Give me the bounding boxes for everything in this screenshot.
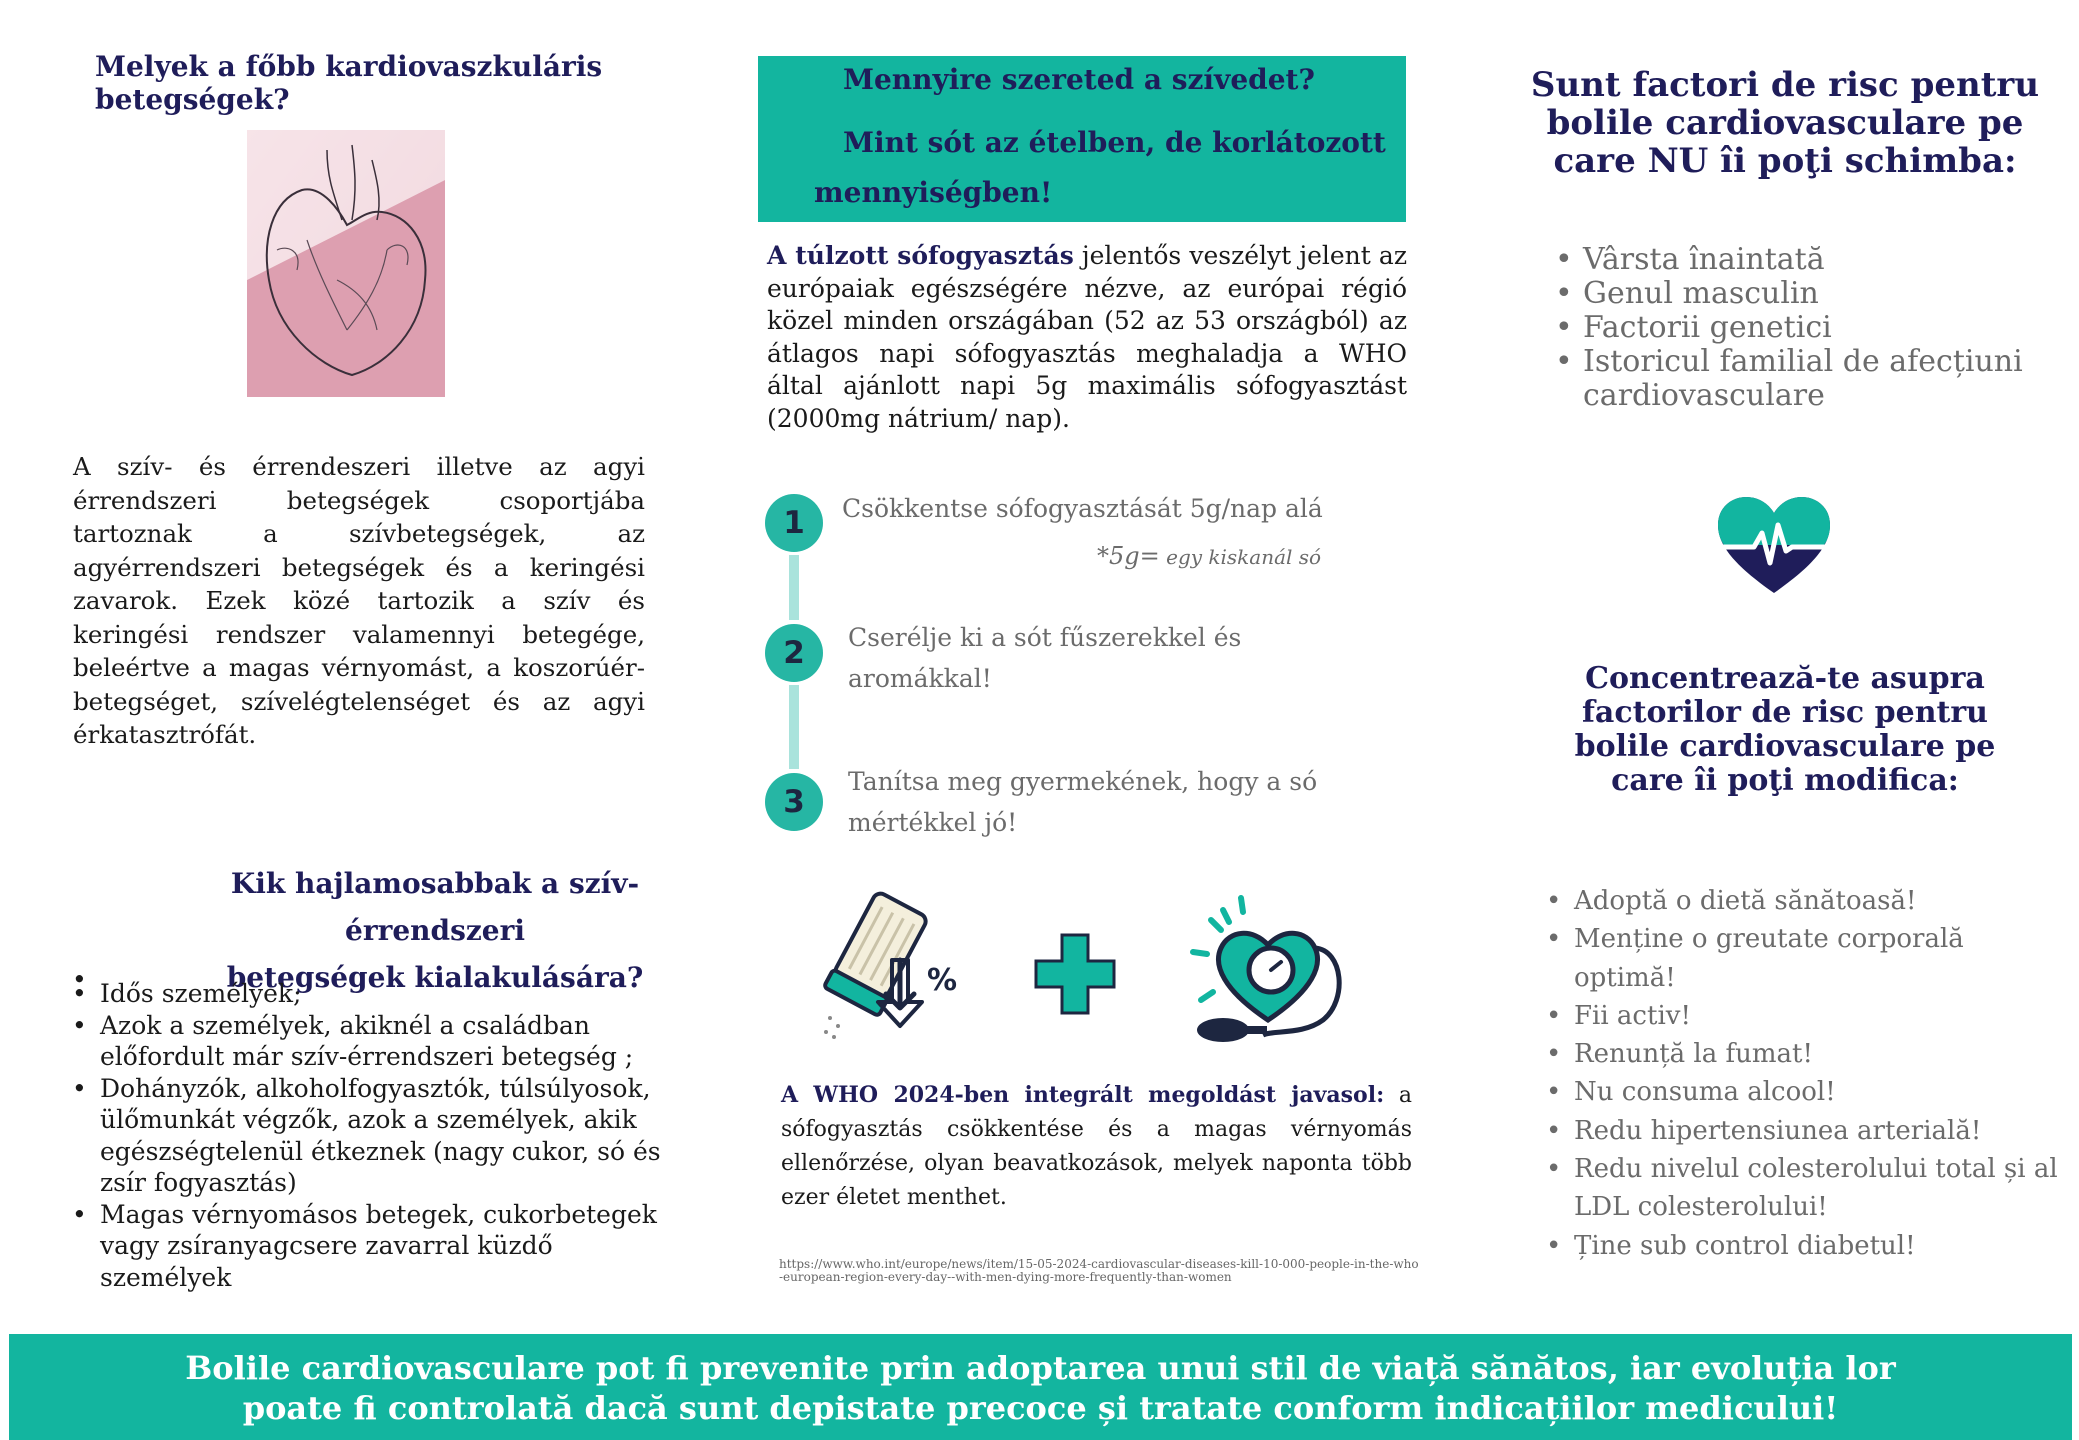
col1-title: Melyek a főbb kardiovaszkuláris betegségek? [95, 50, 603, 116]
answer-line1: Mint sót az ételben, de korlátozott [843, 126, 1386, 159]
list-item: • Redu nivelul colesterolului total și al LDL colesterolului! [1546, 1150, 2066, 1227]
list-item: • Magas vérnyomásos betegek, cukorbetegek vagy zsíranyagcsere zavarral küzdő személyek [72, 1199, 692, 1294]
step-number-2: 2 [765, 624, 823, 682]
salt-bold: A túlzott sófogyasztás [767, 241, 1074, 270]
col1-paragraph: A szív- és érrendeszeri illetve az agyi érrendszeri betegségek csoportjába tartoznak a szívbetegségek, az agyérrendszeri betegségek és a keringési zavarok. Ezek közé tartozik a szív és keringési rendszer valamennyi betegége, beleértve a magas vérnyomást, a koszorúér-betegséget, szívelégtelenséget és az agyi érkatasztrófát. [73, 452, 645, 749]
step-number-3: 3 [765, 773, 823, 831]
heart-sketch-icon [247, 130, 445, 397]
answer-line2: mennyiségben! [814, 176, 1053, 209]
step-note [1097, 542, 1321, 570]
list-item: • Fii activ! [1546, 997, 2066, 1035]
list-item: • Idős személyek; [72, 978, 692, 1010]
plus-icon [1034, 933, 1116, 1015]
list-item: • Factorii genetici [1555, 311, 2055, 345]
col3-modifiable-list [1546, 882, 2066, 1265]
list-item: • Vârsta înaintată [1555, 243, 2055, 277]
percent-sign: % [926, 963, 958, 998]
footer-text [9, 1348, 2072, 1428]
footer-line1: Bolile cardiovasculare pot fi prevenite prin adoptarea unui stil de viață sănătos, iar evoluția lor [185, 1349, 1896, 1387]
list-item: • Istoricul familial de afecțiuni cardiovasculare [1555, 345, 2055, 413]
list-item: • Redu hipertensiunea arterială! [1546, 1112, 2066, 1150]
bullet-glyph: • [72, 965, 87, 994]
col1-subtitle-line2: betegségek kialakulására? [226, 961, 644, 994]
list-item: • Adoptă o dietă sănătoasă! [1546, 882, 2066, 920]
step-number-1: 1 [765, 494, 823, 552]
col3-title2: Concentrează-te asupra factorilor de risc pentru bolile cardiovasculare pe care îi poţi modifica: [1574, 661, 1996, 798]
who-paragraph [781, 1078, 1412, 1215]
col3-nonmodifiable-list [1555, 243, 2055, 413]
who-rest: a sófogyasztás csökkentése és a magas vérnyomás ellenőrzése, olyan beavatkozások, melyek naponta több ezer életet menthet. [781, 1083, 1412, 1210]
question-text: Mennyire szereted a szívedet? [843, 63, 1315, 96]
step-note-big: *5g= [1097, 542, 1160, 570]
list-item: • Menține o greutate corporală optimă! [1546, 920, 2066, 997]
salt-paragraph [767, 240, 1407, 435]
heartbeat-icon [1714, 495, 1834, 595]
step-text-1: Csökkentse sófogyasztását 5g/nap alá [842, 494, 1323, 523]
step-connector [789, 555, 799, 620]
step-text-2: Cserélje ki a sót fűszerekkel és aromákkal! [848, 623, 1242, 693]
list-item: • Genul masculin [1555, 277, 2055, 311]
col3-title1: Sunt factori de risc pentru bolile cardiovasculare pe care NU îi poţi schimba: [1530, 65, 2040, 181]
col1-subtitle-line1: Kik hajlamosabbak a szív-érrendszeri [230, 867, 640, 947]
list-item: • Ține sub control diabetul! [1546, 1227, 2066, 1265]
list-item: • Azok a személyek, akiknél a családban előfordult már szív-érrendszeri betegség ; [72, 1010, 692, 1073]
salt-shaker-icon [812, 890, 977, 1040]
step-note-small: egy kiskanál só [1159, 545, 1322, 569]
step-connector [789, 685, 799, 769]
who-bold: A WHO 2024-ben integrált megoldást javasol: [781, 1082, 1385, 1108]
step-text-3: Tanítsa meg gyermekének, hogy a só mértékkel jó! [848, 767, 1318, 837]
footer-line2: poate fi controlată dacă sunt depistate precoce și tratate conform indicațiilor medicului! [242, 1389, 1839, 1427]
salt-rest: jelentős veszélyt jelent az európaiak egészségére nézve, az európai régió közel minden országában (52 az 53 országból) az átlagos napi sófogyasztás meghaladja a WHO által ajánlott napi 5g maximális sófogyasztást (2000mg nátrium/ nap). [767, 241, 1407, 433]
list-item: • Renunță la fumat! [1546, 1035, 2066, 1073]
list-item: • Nu consuma alcool! [1546, 1073, 2066, 1111]
source-url: https://www.who.int/europe/news/item/15-05-2024-cardiovascular-diseases-kill-10-000-people-in-the-who-european-region-every-day--with-men-dying-more-frequently-than-women [779, 1257, 1419, 1284]
list-item: • Dohányzók, alkoholfogyasztók, túlsúlyosok, ülőmunkát végzők, azok a személyek, akik egészségtelenül étkeznek (nagy cukor, só és zsír fogyasztás) [72, 1073, 692, 1199]
blood-pressure-heart-icon [1183, 890, 1353, 1045]
